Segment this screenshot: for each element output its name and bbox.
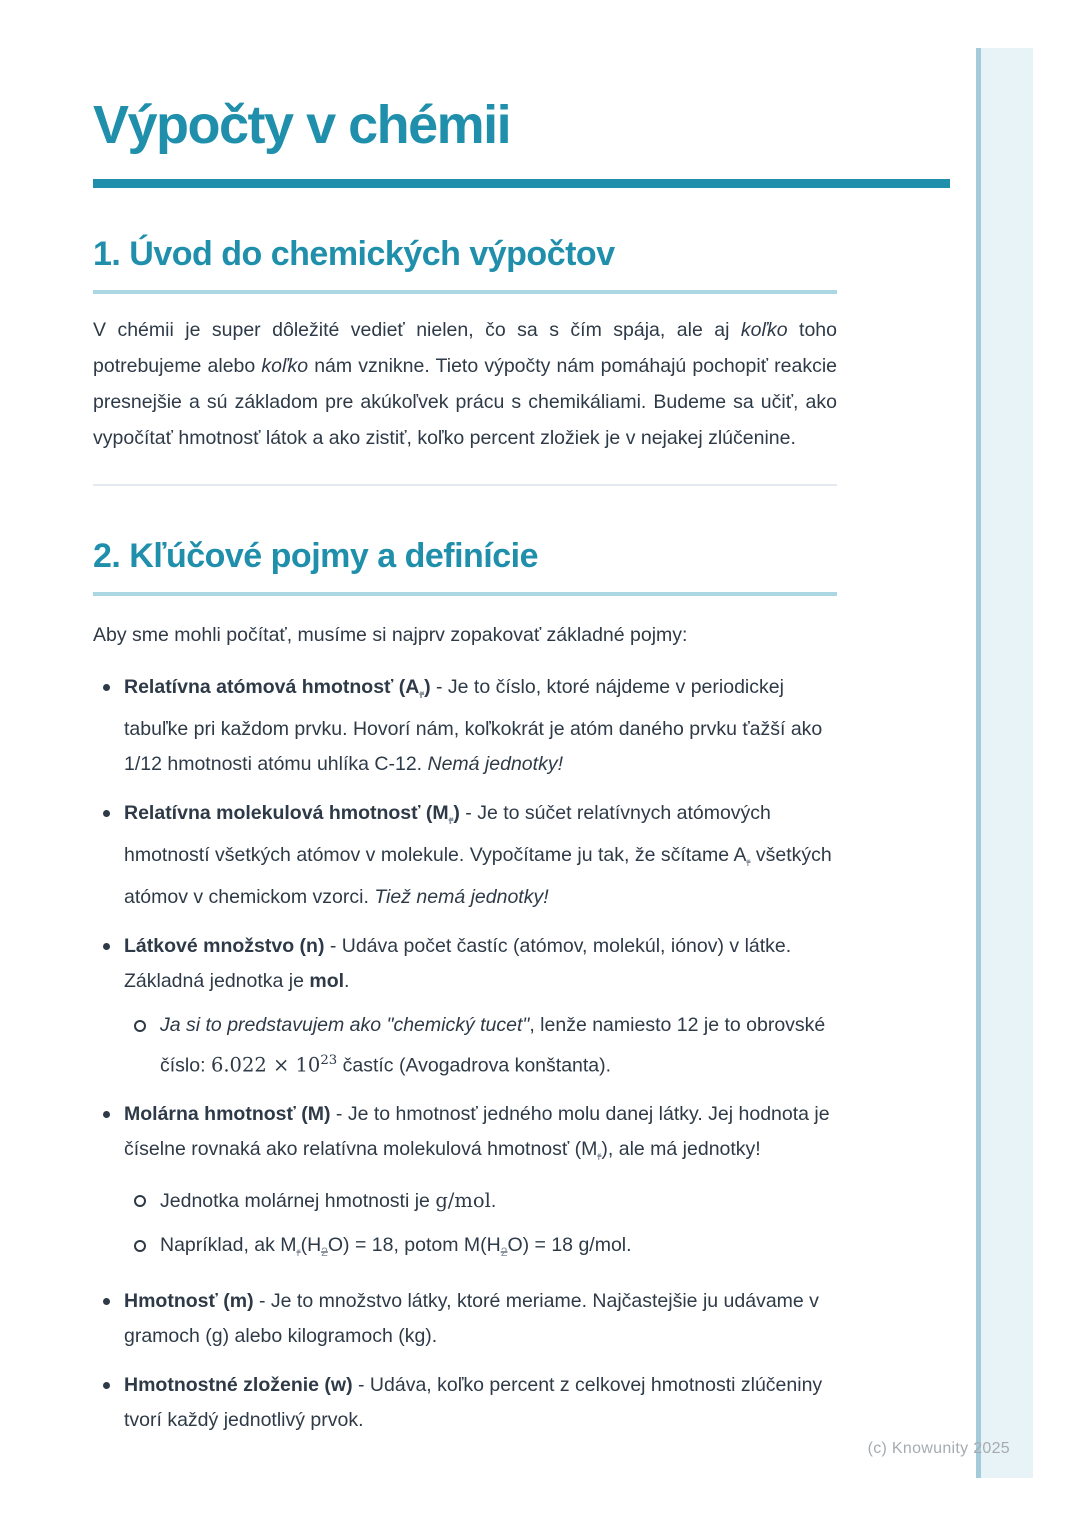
section-2-underline	[93, 592, 837, 596]
bullet-icon	[103, 684, 110, 691]
definition-item	[93, 1368, 837, 1438]
copyright-footer: (c) Knowunity 2025	[867, 1440, 1010, 1457]
text-segment: - Je to súčet relatívnych atómových hmotností všetkých atómov v molekule. Vypočítame ju tak, že sčítame A	[124, 801, 771, 866]
text-segment: r	[597, 1149, 602, 1164]
text-segment: koľko	[261, 355, 309, 378]
sub-definitions-list	[124, 1008, 837, 1084]
text-segment: častíc (Avogadrova konštanta).	[337, 1054, 612, 1077]
text-segment: O) = 18 g/mol.	[507, 1234, 632, 1257]
sub-bullet-icon	[134, 1195, 146, 1207]
text-segment: Napríklad, ak M	[160, 1234, 297, 1257]
definition-item	[93, 1284, 837, 1354]
definition-item	[93, 929, 837, 1084]
bullet-icon	[103, 1382, 110, 1389]
text-segment: 2	[500, 1244, 508, 1259]
text-segment: všetkých atómov v chemickom vzorci.	[124, 843, 832, 908]
text-segment: O) = 18, potom M(H	[327, 1234, 501, 1257]
text-segment: Nemá jednotky!	[427, 752, 563, 775]
section-definitions	[93, 536, 837, 1438]
text-segment: nám vznikne. Tieto výpočty nám pomáhajú pochopiť reakcie presnejšie a sú základom pre akúkoľvek prácu s chemikáliami. Budeme sa učiť, ako vypočítať hmotnosť látok a ako zistiť, koľko percent zložiek je v nejakej zlúčenine.	[93, 355, 837, 450]
text-segment: 23	[320, 1052, 338, 1068]
definition-text	[124, 670, 837, 782]
text-segment: - Je to množstvo látky, ktoré meriame. Najčastejšie ju udávame v gramoch (g) alebo kilogramoch (kg).	[124, 1289, 819, 1347]
text-segment: .	[490, 1190, 497, 1213]
definition-text	[124, 929, 837, 1084]
sub-bullet-icon	[134, 1020, 146, 1032]
text-segment: (H	[300, 1234, 322, 1257]
text-segment: Hmotnosť (m)	[124, 1289, 254, 1312]
definitions-intro: Aby sme mohli počítať, musíme si najprv zopakovať základné pojmy:	[93, 623, 688, 646]
sub-definition-item	[124, 1008, 837, 1084]
text-segment: , lenže namiesto 12 je to obrovské číslo:	[160, 1013, 826, 1077]
text-segment: 6.022 × 10	[210, 1053, 321, 1077]
definitions-list	[93, 670, 837, 1438]
text-segment: r	[746, 854, 751, 869]
document-content	[93, 96, 837, 1452]
text-segment: Látkové množstvo (n)	[124, 934, 325, 957]
text-segment: ), ale má jednotky!	[601, 1138, 761, 1161]
text-segment: Molárna hmotnosť (M)	[124, 1103, 331, 1126]
page-title: Výpočty v chémii	[93, 95, 511, 155]
text-segment: Relatívna atómová hmotnosť (A	[124, 675, 420, 698]
definition-item	[93, 670, 837, 782]
right-accent-stripe	[976, 48, 1033, 1478]
definition-text	[124, 1097, 837, 1270]
sub-definition-text	[160, 1228, 837, 1270]
text-segment: Ja si to predstavujem ako "chemický tucet"	[160, 1013, 530, 1036]
text-segment: - Je to číslo, ktoré nájdeme v periodickej tabuľke pri každom prvku. Hovorí nám, koľkokrát je atóm daného prvku ťažší ako 1/12 hmotnosti atómu uhlíka C-12.	[124, 675, 823, 775]
text-segment: mol	[309, 969, 345, 992]
definition-text	[124, 1368, 837, 1438]
sub-definition-item	[124, 1183, 837, 1219]
bullet-icon	[103, 1111, 110, 1118]
section-1-heading: 1. Úvod do chemických výpočtov	[93, 235, 615, 274]
sub-definition-item	[124, 1228, 837, 1270]
text-segment: Hmotnostné zloženie (w)	[124, 1373, 353, 1396]
text-segment: toho potrebujeme alebo	[93, 319, 837, 378]
text-segment: Relatívna molekulová hmotnosť (M	[124, 801, 449, 824]
text-segment: r	[419, 686, 425, 701]
bullet-icon	[103, 810, 110, 817]
definition-item	[93, 796, 837, 915]
definition-item	[93, 1097, 837, 1270]
text-segment: - Udáva, koľko percent z celkovej hmotnosti zlúčeniny tvorí každý jednotlivý prvok.	[124, 1373, 823, 1431]
definition-text	[124, 1284, 837, 1354]
sub-bullet-icon	[134, 1240, 146, 1252]
sub-definition-text	[160, 1008, 837, 1084]
section-2-heading: 2. Kľúčové pojmy a definície	[93, 537, 539, 576]
text-segment: .	[344, 969, 350, 992]
text-segment: 2	[321, 1244, 328, 1259]
text-segment: V chémii je super dôležité vedieť nielen, čo sa s čím spája, ale aj	[93, 319, 741, 342]
section-intro	[93, 234, 837, 456]
bullet-icon	[103, 1298, 110, 1305]
text-segment: - Udáva počet častíc (atómov, molekúl, iónov) v látke. Základná jednotka je	[124, 934, 792, 992]
text-segment: g/mol	[435, 1189, 491, 1213]
intro-paragraph	[93, 312, 837, 456]
text-segment: Tiež nemá jednotky!	[374, 885, 549, 908]
section-1-underline	[93, 290, 837, 294]
title-underline-bar	[93, 179, 950, 188]
text-segment: - Je to hmotnosť jedného molu danej látky. Jej hodnota je číselne rovnaká ako relatívna molekulová hmotnosť (M	[124, 1103, 830, 1161]
text-segment: )	[424, 675, 431, 698]
definition-text	[124, 796, 837, 915]
text-segment: koľko	[740, 319, 788, 342]
text-segment: Jednotka molárnej hmotnosti je	[160, 1190, 436, 1213]
text-segment: )	[453, 801, 460, 824]
section-divider	[93, 484, 837, 486]
bullet-icon	[103, 943, 110, 950]
sub-definition-text	[160, 1183, 837, 1219]
text-segment: r	[448, 812, 454, 827]
sub-definitions-list	[124, 1183, 837, 1270]
text-segment: r	[296, 1244, 301, 1259]
